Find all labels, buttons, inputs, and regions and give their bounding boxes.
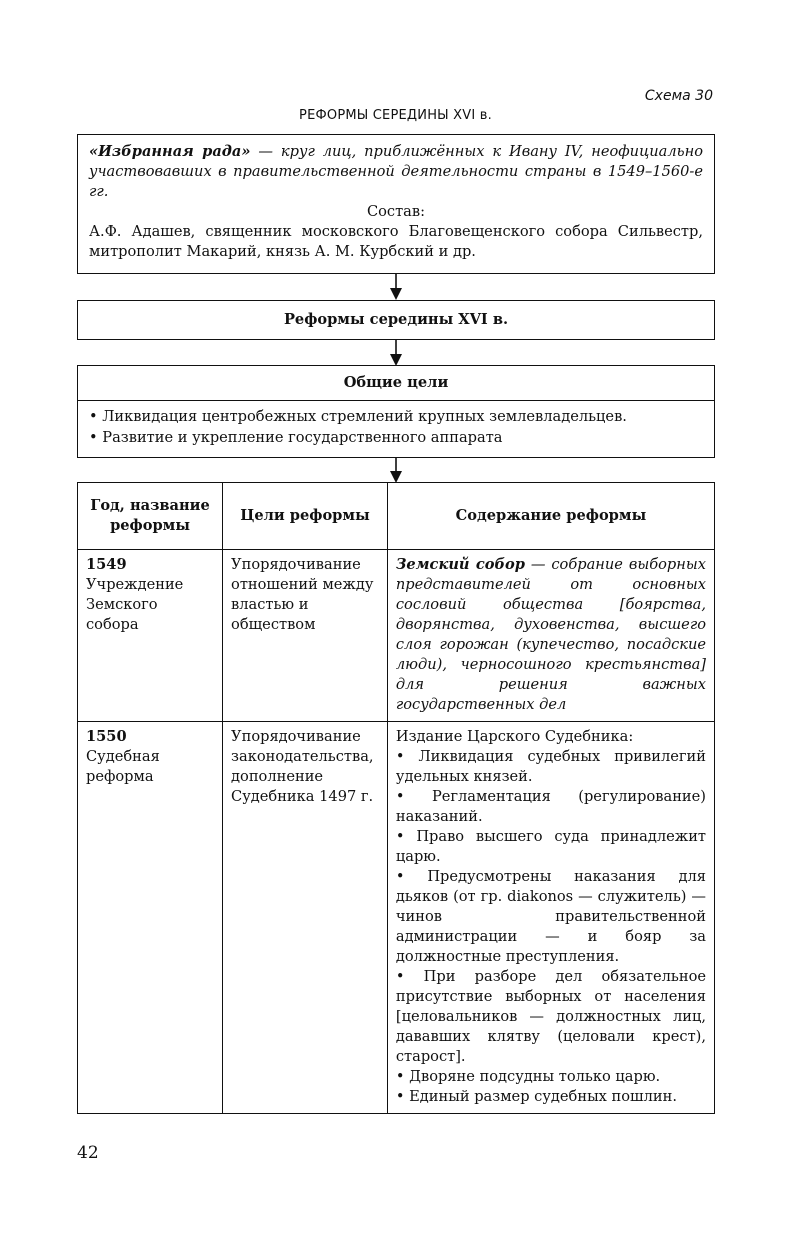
arrow-down-icon	[386, 274, 406, 300]
arrow-down-icon	[386, 340, 406, 366]
reform-year: 1550	[86, 728, 127, 745]
row-year-cell	[78, 550, 223, 722]
reform-content	[387, 722, 714, 1114]
page-number: 42	[77, 1143, 99, 1163]
goals-heading: Общие цели	[77, 365, 715, 401]
list-item: • Право высшего суда принадлежит царю.	[396, 827, 706, 867]
scheme-number: Схема 30	[644, 88, 713, 104]
reforms-table	[77, 482, 715, 1114]
list-item: • Единый размер судебных пошлин.	[396, 1087, 706, 1107]
reform-name: Судебная реформа	[86, 748, 160, 785]
reforms-title-box: Реформы середины XVI в.	[77, 300, 715, 340]
table-header-row	[78, 483, 715, 550]
list-item: • Ликвидация судебных привилегий удельных князей.	[396, 747, 706, 787]
content-intro: Издание Царского Судебника:	[395, 728, 634, 745]
content-list	[396, 747, 706, 1107]
reform-content	[387, 550, 714, 722]
rada-definition-text: — круг лиц, приближённых к Ивану IV, неофициально участвовавших в правительственной деятельности страны в 1549–1560-е гг.	[89, 143, 703, 200]
header-year-name: Год, название реформы	[78, 483, 223, 550]
reform-goal: Упорядочивание отношений между властью и обществом	[223, 550, 388, 722]
izbrannaya-rada-box	[77, 134, 715, 274]
row-year-cell	[78, 722, 223, 1114]
list-item: • При разборе дел обязательное присутствие выборных от населения [целовальников — должностных лиц, дававших клятву (целовали крест), старост].	[396, 967, 706, 1067]
rada-definition	[89, 142, 703, 202]
goals-list	[77, 400, 715, 458]
list-item: • Дворяне подсудны только царю.	[396, 1067, 706, 1087]
header-content: Содержание реформы	[387, 483, 714, 550]
reform-goal: Упорядочивание законодательства, дополнение Судебника 1497 г.	[223, 722, 388, 1114]
content-term: Земский собор	[395, 556, 525, 573]
list-item: • Предусмотрены наказания для дьяков (от гр. diakonos — служитель) — чинов правительственной администрации — и бояр за должностные преступления.	[396, 867, 706, 967]
page-title: РЕФОРМЫ СЕРЕДИНЫ XVI в.	[299, 108, 492, 123]
reform-name: Учреждение Земского собора	[86, 576, 184, 633]
goal-item: • Развитие и укрепление государственного аппарата	[89, 427, 703, 448]
list-item: • Регламентация (регулирование) наказаний.	[396, 787, 706, 827]
reform-year: 1549	[86, 556, 127, 573]
goal-item: • Ликвидация центробежных стремлений крупных землевладельцев.	[89, 406, 703, 427]
rada-composition: А.Ф. Адашев, священник московского Благовещенского собора Сильвестр, митрополит Макарий, князь А. М. Курбский и др.	[89, 223, 703, 260]
rada-composition-label: Состав:	[366, 203, 426, 220]
rada-term: «Избранная рада»	[89, 143, 251, 160]
table-row	[78, 722, 715, 1114]
arrow-down-icon	[386, 457, 406, 483]
table-row	[78, 550, 715, 722]
content-text: — собрание выборных представителей от основных сословий общества [боярства, дворянства, духовенства, высшего слоя горожан (купечество, посадские люди), черносошного крестьянства] для решения важных государственных дел	[395, 556, 706, 713]
header-goals: Цели реформы	[223, 483, 388, 550]
